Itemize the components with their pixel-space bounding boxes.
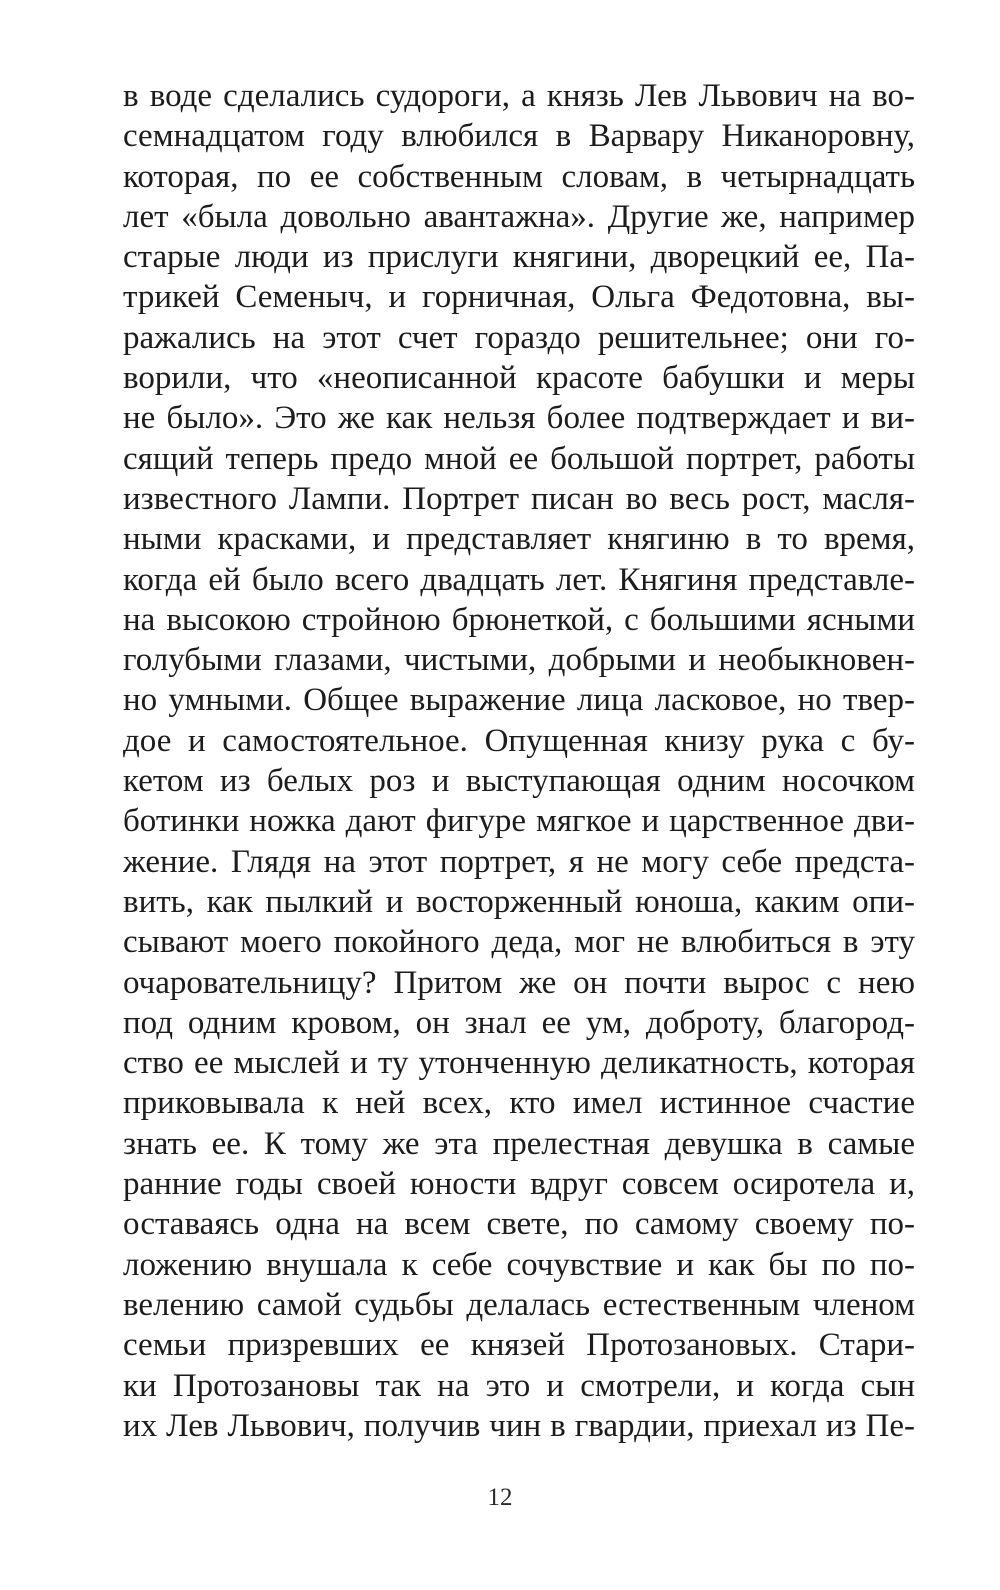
text-line: ложению внушала к себе сочувствие и как бы по по- [123, 1246, 915, 1283]
text-line: старые люди из прислуги княгини, дворецкий ее, Па- [123, 239, 915, 276]
text-line: семнадцатом году влюбился в Варвару Никаноровну, [123, 118, 915, 155]
text-line: трикей Семеныч, и горничная, Ольга Федотовна, вы- [123, 279, 915, 316]
text-line: кетом из белых роз и выступающая одним носочком [123, 763, 915, 800]
text-line: их Лев Львович, получив чин в гвардии, приехал из Пе- [123, 1407, 915, 1444]
text-line: на высокою стройною брюнеткой, с большими ясными [123, 601, 915, 638]
text-line: оставаясь одна на всем свете, по самому своему по- [123, 1206, 915, 1243]
text-line: ки Протозановы так на это и смотрели, и когда сын [123, 1367, 915, 1404]
text-line: лет «была довольно авантажна». Другие же, например [123, 198, 915, 235]
body-text [123, 76, 915, 1446]
text-line: знать ее. К тому же эта прелестная девушка в самые [123, 1125, 915, 1162]
text-line: жение. Глядя на этот портрет, я не могу себе предста- [123, 843, 915, 880]
text-line: под одним кровом, он знал ее ум, доброту, благород- [123, 1004, 915, 1041]
text-line: голубыми глазами, чистыми, добрыми и необыкновен- [123, 642, 915, 679]
text-line: вить, как пылкий и восторженный юноша, каким опи- [123, 883, 915, 920]
text-line: когда ей было всего двадцать лет. Княгиня представле- [123, 561, 915, 598]
text-line: известного Лампи. Портрет писан во весь рост, масля- [123, 480, 915, 517]
text-line: ными красками, и представляет княгиню в то время, [123, 521, 915, 558]
page-number: 12 [487, 1484, 513, 1511]
text-line: сящий теперь предо мной ее большой портрет, работы [123, 440, 915, 477]
text-line: ражались на этот счет гораздо решительнее; они го- [123, 319, 915, 356]
text-line: ботинки ножка дают фигуре мягкое и царственное дви- [123, 803, 915, 840]
text-line: ворили, что «неописанной красоте бабушки и меры [123, 360, 915, 397]
text-line: не было». Это же как нельзя более подтверждает и ви- [123, 400, 915, 437]
text-line: приковывала к ней всех, кто имел истинное счастие [123, 1085, 915, 1122]
text-line: ранние годы своей юности вдруг совсем осиротела и, [123, 1166, 915, 1203]
text-line: но умными. Общее выражение лица ласковое, но твер- [123, 682, 915, 719]
text-line: велению самой судьбы делалась естественным членом [123, 1286, 915, 1323]
text-line: в воде сделались судороги, а князь Лев Львович на во- [123, 78, 915, 114]
text-line: семьи призревших ее князей Протозановых. Стари- [123, 1327, 915, 1364]
text-line: дое и самостоятельное. Опущенная книзу рука с бу- [123, 722, 915, 759]
text-line: которая, по ее собственным словам, в четырнадцать [123, 158, 915, 195]
text-line: очаровательницу? Притом же он почти вырос с нею [123, 964, 915, 1001]
text-line: сывают моего покойного деда, мог не влюбиться в эту [123, 924, 915, 961]
text-line: ство ее мыслей и ту утонченную деликатность, которая [123, 1045, 915, 1082]
